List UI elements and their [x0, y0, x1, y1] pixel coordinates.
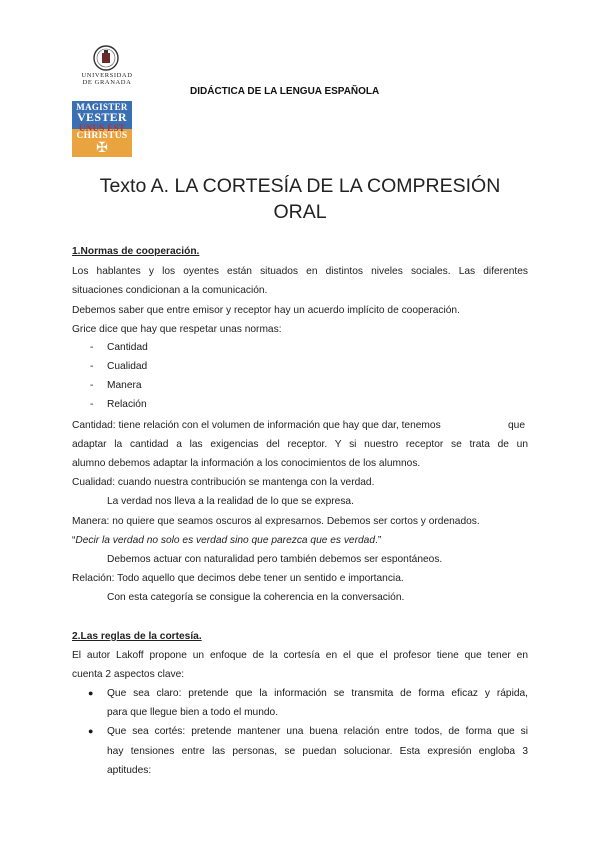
manera-quote: Decir la verdad no solo es verdad sino que parezca que es verdad	[75, 535, 375, 546]
bullet2-line3: aptitudes:	[107, 765, 152, 776]
section2-paragraph-line1: El autor Lakoff propone un enfoque de la cortesía en el que el profesor tiene que tener en	[72, 650, 528, 661]
motto-badge	[72, 101, 132, 157]
section1-paragraph3: Grice dice que hay que respetar unas normas:	[72, 324, 282, 335]
list-dash: -	[90, 380, 94, 391]
university-name-line2: DE GRANADA	[82, 79, 132, 86]
manera-line3: Debemos actuar con naturalidad pero también debemos ser espontáneos.	[107, 554, 443, 565]
norm-item: Cualidad	[107, 361, 148, 372]
section1-paragraph2: Debemos saber que entre emisor y receptor hay un acuerdo implícito de cooperación.	[72, 305, 460, 316]
cantidad-line2: adaptar la cantidad a las exigencias del receptor. Y si nuestro receptor se trata de un	[72, 439, 528, 450]
page-title	[72, 173, 528, 225]
bullet2-line2: hay tensiones entre las personas, se puedan solucionar. Esta expresión engloba 3	[107, 746, 528, 757]
motto-line2: VESTER	[77, 110, 127, 124]
cualidad-line1: Cualidad: cuando nuestra contribución se mantenga con la verdad.	[72, 477, 375, 488]
cantidad-line3: alumno debemos adaptar la información a los conocimientos de los alumnos.	[72, 458, 421, 469]
section1-paragraph1-line2: situaciones condicionan a la comunicación.	[72, 285, 268, 296]
quote-close: .”	[375, 535, 382, 546]
cantidad-line1-end: que	[508, 420, 525, 431]
section2-heading: 2.Las reglas de la cortesía.	[72, 631, 202, 642]
motto-line4: CHRISTUS	[76, 131, 128, 141]
list-dash: -	[90, 342, 94, 353]
bullet2-line1: Que sea cortés: pretende mantener una buena relación entre todos, de forma que si	[107, 726, 528, 737]
relacion-line1: Relación: Todo aquello que decimos debe tener un sentido e importancia.	[72, 573, 404, 584]
cross-icon: ✠	[96, 139, 108, 155]
cualidad-line2: La verdad nos lleva a la realidad de lo que se expresa.	[107, 496, 354, 507]
norm-item: Cantidad	[107, 342, 148, 353]
norm-item: Relación	[107, 399, 147, 410]
bullet-icon: ●	[88, 688, 94, 698]
section2-paragraph-line2: cuenta 2 aspectos clave:	[72, 669, 185, 680]
bullet1-line2: para que llegue bien a todo el mundo.	[107, 707, 279, 718]
section1-heading: 1.Normas de cooperación.	[72, 246, 200, 257]
bullet-icon: ●	[88, 726, 94, 736]
title-line1: Texto A. LA CORTESÍA DE LA COMPRESIÓN	[99, 175, 501, 197]
university-name	[74, 72, 140, 86]
manera-quote-line	[72, 534, 381, 547]
title-line2: ORAL	[273, 201, 327, 223]
section1-paragraph1-line1: Los hablantes y los oyentes están situados en distintos niveles sociales. Las diferentes	[72, 266, 528, 277]
course-header: DIDÁCTICA DE LA LENGUA ESPAÑOLA	[190, 86, 380, 97]
list-dash: -	[90, 361, 94, 372]
motto-line1: MAGISTER	[76, 102, 128, 112]
relacion-line2: Con esta categoría se consigue la coherencia en la conversación.	[107, 592, 405, 603]
quote-open: “	[72, 535, 76, 546]
university-crest-icon	[84, 44, 128, 94]
bullet1-line1: Que sea claro: pretende que la información se transmita de forma eficaz y rápida,	[107, 688, 528, 699]
university-name-line1: UNIVERSIDAD	[81, 72, 133, 79]
list-dash: -	[90, 399, 94, 410]
motto-line3: UNUS EST	[78, 123, 126, 133]
norm-item: Manera	[107, 380, 142, 391]
cantidad-line1: Cantidad: tiene relación con el volumen de información que hay que dar, tenemos	[72, 420, 441, 431]
manera-line1: Manera: no quiere que seamos oscuros al expresarnos. Debemos ser cortos y ordenados.	[72, 516, 480, 527]
